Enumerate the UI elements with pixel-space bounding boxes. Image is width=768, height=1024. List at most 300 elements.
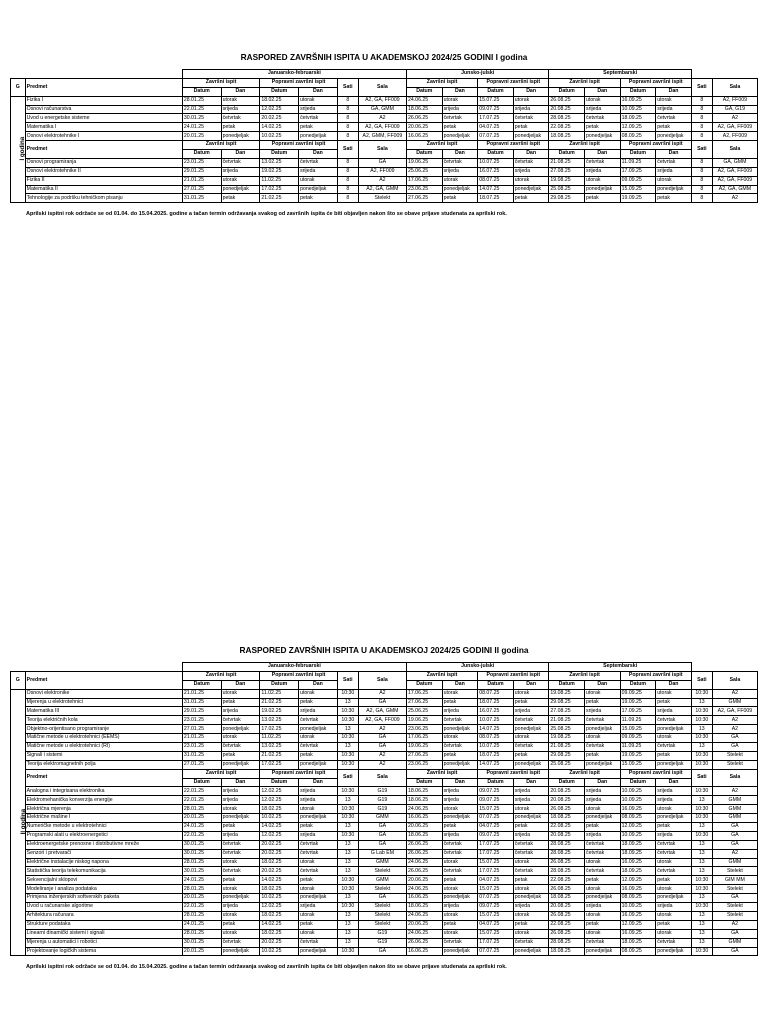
exam-hour: 13 (337, 840, 358, 849)
exam-date: 26.08.25 (549, 805, 585, 814)
day-subheader: Dan (656, 680, 692, 689)
exam-day: petak (585, 876, 621, 885)
exam-hour: 13 (691, 725, 712, 734)
exam-date: 16.07.25 (478, 167, 514, 176)
subject-row (11, 698, 758, 707)
header-spacer (11, 663, 183, 672)
exam-hour: 8 (337, 123, 358, 132)
exam-date: 17.02.25 (260, 725, 299, 734)
exam-date: 26.08.25 (549, 858, 585, 867)
exam-date: 20.02.25 (260, 840, 299, 849)
exam-date: 15.07.25 (478, 911, 514, 920)
exam-date: 29.08.25 (549, 751, 585, 760)
exam-date: 19.08.25 (549, 689, 585, 698)
subject-name: Matične metode u elektrotehnici (EEMS) (25, 734, 182, 743)
exam-hour: 8 (337, 194, 358, 203)
exam-day: petak (585, 920, 621, 929)
exam-date: 08.07.25 (478, 689, 514, 698)
subject-row (11, 903, 758, 912)
exam-date: 20.01.25 (182, 814, 221, 823)
exam-hour: 13 (337, 858, 358, 867)
subject-row (11, 885, 758, 894)
exam-room: G19 (358, 796, 406, 805)
exam-date: 17.06.25 (406, 734, 442, 743)
room-column-header: Sala (712, 671, 757, 689)
exam-hour: 8 (691, 158, 712, 167)
exam-hour: 10:30 (337, 831, 358, 840)
hours-column-header: Sati (337, 769, 358, 787)
exam-day: petak (221, 698, 260, 707)
final-exam-header: Završni ispit (549, 769, 620, 778)
day-subheader: Dan (513, 778, 549, 787)
exam-day: četvrtak (656, 716, 692, 725)
date-subheader: Datum (182, 87, 221, 96)
date-subheader: Datum (549, 87, 585, 96)
exam-date: 26.06.25 (406, 849, 442, 858)
exam-day: srijeda (585, 707, 621, 716)
day-subheader: Dan (513, 87, 549, 96)
exam-day: četvrtak (221, 849, 260, 858)
exam-day: ponedjeljak (299, 725, 338, 734)
subject-column-header: Predmet (25, 769, 182, 787)
exam-day: srijeda (221, 796, 260, 805)
exam-date: 20.06.25 (406, 123, 442, 132)
exam-day: četvrtak (299, 938, 338, 947)
exam-hour: 10:30 (337, 734, 358, 743)
exam-day: petak (442, 698, 478, 707)
exam-date: 26.06.25 (406, 840, 442, 849)
column-header-row (11, 78, 758, 87)
exam-date: 14.02.25 (260, 123, 299, 132)
exam-room: GA (358, 743, 406, 752)
exam-day: srijeda (656, 105, 692, 114)
exam-date: 18.08.25 (549, 894, 585, 903)
exam-day: petak (513, 751, 549, 760)
exam-day: četvrtak (656, 867, 692, 876)
exam-day: četvrtak (299, 158, 338, 167)
exam-day: petak (299, 698, 338, 707)
final-exam-header: Završni ispit (406, 671, 477, 680)
exam-day: utorak (442, 734, 478, 743)
exam-room: GA (358, 894, 406, 903)
exam-hour: 13 (337, 823, 358, 832)
exam-date: 19.06.25 (406, 743, 442, 752)
exam-date: 19.09.25 (620, 698, 656, 707)
exam-date: 28.08.25 (549, 867, 585, 876)
subject-name: Matematika I (25, 123, 182, 132)
exam-date: 23.06.25 (406, 725, 442, 734)
exam-room: G19 (358, 938, 406, 947)
exam-day: utorak (442, 911, 478, 920)
exam-date: 08.09.25 (620, 132, 656, 141)
subject-row (11, 796, 758, 805)
exam-date: 26.08.25 (549, 911, 585, 920)
exam-hour: 10:30 (691, 751, 712, 760)
exam-date: 17.02.25 (260, 185, 299, 194)
exam-hour: 10:30 (337, 947, 358, 956)
exam-day: petak (221, 751, 260, 760)
exam-day: srijeda (513, 707, 549, 716)
exam-hour: 13 (691, 796, 712, 805)
exam-day: petak (513, 698, 549, 707)
exam-hour: 13 (691, 938, 712, 947)
exam-room: A2, GMM, FF009 (358, 132, 406, 141)
exam-day: ponedjeljak (442, 185, 478, 194)
exam-hour: 8 (337, 158, 358, 167)
exam-room: A2, GA, FF009 (712, 123, 757, 132)
exam-hour: 13 (337, 743, 358, 752)
final-exam-header: Završni ispit (406, 78, 477, 87)
subject-row (11, 920, 758, 929)
exam-date: 19.06.25 (406, 158, 442, 167)
exam-date: 19.02.25 (260, 707, 299, 716)
final-exam-header: Završni ispit (549, 671, 620, 680)
exam-day: utorak (656, 805, 692, 814)
exam-date: 17.02.25 (260, 760, 299, 769)
makeup-exam-header: Popravni završni ispit (620, 671, 691, 680)
exam-date: 17.07.25 (478, 849, 514, 858)
exam-date: 18.02.25 (260, 805, 299, 814)
subject-row (11, 176, 758, 185)
day-subheader: Dan (442, 778, 478, 787)
exam-room: A2 (712, 725, 757, 734)
exam-day: srijeda (221, 831, 260, 840)
exam-room: A2 (358, 689, 406, 698)
exam-hour: 8 (691, 185, 712, 194)
exam-day: četvrtak (585, 849, 621, 858)
exam-room: A2 (358, 760, 406, 769)
exam-room: GMM (712, 938, 757, 947)
exam-day: srijeda (513, 167, 549, 176)
date-subheader: Datum (182, 680, 221, 689)
exam-room: GA (712, 734, 757, 743)
exam-hour: 13 (691, 867, 712, 876)
exam-day: ponedjeljak (299, 132, 338, 141)
exam-day: četvrtak (513, 840, 549, 849)
exam-date: 17.06.25 (406, 689, 442, 698)
exam-day: petak (442, 876, 478, 885)
exam-day: utorak (442, 858, 478, 867)
exam-day: četvrtak (656, 114, 692, 123)
exam-date: 04.07.25 (478, 920, 514, 929)
exam-day: ponedjeljak (656, 725, 692, 734)
exam-room: GMM (712, 698, 757, 707)
exam-date: 12.02.25 (260, 903, 299, 912)
exam-day: četvrtak (585, 867, 621, 876)
exam-day: petak (221, 920, 260, 929)
exam-day: srijeda (585, 903, 621, 912)
exam-room: A2, GA, GMM (358, 185, 406, 194)
day-subheader: Dan (299, 87, 338, 96)
exam-day: ponedjeljak (585, 894, 621, 903)
exam-hour: 10:30 (337, 903, 358, 912)
subject-row (11, 132, 758, 141)
subject-name: Signali i sistemi (25, 751, 182, 760)
exam-day: utorak (221, 96, 260, 105)
exam-schedule-table (10, 662, 758, 956)
exam-date: 20.06.25 (406, 920, 442, 929)
exam-date: 25.06.25 (406, 707, 442, 716)
exam-day: utorak (221, 929, 260, 938)
exam-date: 23.01.25 (182, 743, 221, 752)
exam-date: 27.01.25 (182, 725, 221, 734)
exam-date: 11.02.25 (260, 689, 299, 698)
exam-room: A2, GA, FF009 (358, 123, 406, 132)
exam-day: utorak (585, 858, 621, 867)
subject-name: Tehnologije za podršku tehničkom pisanju (25, 194, 182, 203)
subject-row (11, 194, 758, 203)
exam-date: 23.01.25 (182, 716, 221, 725)
exam-date: 26.06.25 (406, 938, 442, 947)
exam-room: Stelekt (712, 867, 757, 876)
exam-room: GMM (712, 805, 757, 814)
exam-hour: 13 (337, 938, 358, 947)
exam-day: četvrtak (299, 743, 338, 752)
room-column-header: Sala (712, 769, 757, 787)
exam-day: srijeda (585, 105, 621, 114)
april-term-note: Aprilski ispitni rok održaće se od 01.04. do 15.04.2025. godine a tačan termin održavanja svakog od završnih ispita će biti objavljen nakon što se obave prijave studenata za aprilski rok. (26, 964, 507, 971)
exam-hour: 13 (337, 796, 358, 805)
exam-day: ponedjeljak (656, 185, 692, 194)
g-column-header: G (11, 671, 26, 689)
exam-date: 14.02.25 (260, 920, 299, 929)
exam-date: 18.08.25 (549, 947, 585, 956)
exam-date: 09.07.25 (478, 787, 514, 796)
exam-date: 10.09.25 (620, 796, 656, 805)
exam-date: 18.07.25 (478, 751, 514, 760)
exam-day: utorak (513, 96, 549, 105)
exam-date: 22.08.25 (549, 123, 585, 132)
exam-day: petak (656, 698, 692, 707)
exam-date: 18.06.25 (406, 831, 442, 840)
exam-date: 12.02.25 (260, 787, 299, 796)
exam-date: 09.07.25 (478, 831, 514, 840)
exam-hour: 13 (691, 823, 712, 832)
exam-date: 18.06.25 (406, 796, 442, 805)
exam-day: utorak (656, 734, 692, 743)
exam-day: četvrtak (221, 158, 260, 167)
subject-row (11, 938, 758, 947)
final-exam-header: Završni ispit (406, 769, 477, 778)
exam-day: utorak (299, 96, 338, 105)
date-subheader: Datum (549, 778, 585, 787)
subject-row (11, 114, 758, 123)
exam-date: 18.08.25 (549, 132, 585, 141)
exam-room: GIM MM (712, 876, 757, 885)
exam-day: ponedjeljak (513, 185, 549, 194)
exam-date: 21.01.25 (182, 734, 221, 743)
exam-day: četvrtak (656, 849, 692, 858)
exam-date: 29.08.25 (549, 698, 585, 707)
subject-name: Objektno-orijentisano programiranje (25, 725, 182, 734)
exam-date: 20.06.25 (406, 876, 442, 885)
exam-date: 29.01.25 (182, 167, 221, 176)
exam-date: 18.02.25 (260, 885, 299, 894)
exam-hour: 13 (337, 911, 358, 920)
exam-day: ponedjeljak (585, 814, 621, 823)
exam-day: ponedjeljak (513, 894, 549, 903)
exam-day: srijeda (656, 707, 692, 716)
makeup-exam-header: Popravni završni ispit (478, 671, 549, 680)
exam-day: srijeda (585, 787, 621, 796)
exam-day: utorak (585, 689, 621, 698)
exam-date: 09.07.25 (478, 796, 514, 805)
exam-day: utorak (656, 885, 692, 894)
exam-day: utorak (513, 689, 549, 698)
exam-room: GA (358, 947, 406, 956)
exam-day: utorak (585, 96, 621, 105)
date-subheader: Datum (478, 87, 514, 96)
day-subheader: Dan (656, 150, 692, 159)
exam-date: 17.07.25 (478, 867, 514, 876)
exam-date: 09.07.25 (478, 105, 514, 114)
exam-date: 24.06.25 (406, 911, 442, 920)
exam-date: 10.07.25 (478, 743, 514, 752)
exam-day: četvrtak (656, 938, 692, 947)
exam-date: 22.01.25 (182, 787, 221, 796)
exam-day: ponedjeljak (513, 947, 549, 956)
exam-hour: 10:30 (337, 787, 358, 796)
exam-day: utorak (442, 176, 478, 185)
day-subheader: Dan (442, 680, 478, 689)
subject-name: Strukture podataka (25, 920, 182, 929)
exam-day: petak (656, 823, 692, 832)
subject-name: Osnovi elektrotehnike II (25, 167, 182, 176)
subject-row (11, 760, 758, 769)
exam-day: četvrtak (221, 114, 260, 123)
exam-day: srijeda (513, 903, 549, 912)
makeup-exam-header: Popravni završni ispit (620, 78, 691, 87)
exam-hour: 13 (691, 858, 712, 867)
exam-day: utorak (221, 885, 260, 894)
exam-date: 22.01.25 (182, 831, 221, 840)
subject-name: Analogna i integrisana elektronika (25, 787, 182, 796)
exam-room: A2, GA, GMM (712, 185, 757, 194)
exam-date: 13.02.25 (260, 743, 299, 752)
subject-name: Senzori i pretvarači (25, 849, 182, 858)
exam-day: četvrtak (442, 840, 478, 849)
exam-room: GA, G19 (712, 105, 757, 114)
exam-day: ponedjeljak (221, 132, 260, 141)
final-exam-header: Završni ispit (549, 78, 620, 87)
subject-column-header: Predmet (25, 141, 182, 159)
exam-room: A2 (712, 716, 757, 725)
exam-day: utorak (656, 176, 692, 185)
exam-date: 19.08.25 (549, 734, 585, 743)
exam-day: srijeda (299, 903, 338, 912)
exam-hour: 13 (337, 894, 358, 903)
exam-day: četvrtak (656, 158, 692, 167)
exam-hour: 10:30 (691, 814, 712, 823)
exam-date: 24.06.25 (406, 805, 442, 814)
exam-date: 21.01.25 (182, 176, 221, 185)
exam-date: 15.07.25 (478, 885, 514, 894)
date-subheader: Datum (620, 150, 656, 159)
exam-hour: 13 (337, 867, 358, 876)
final-exam-header: Završni ispit (182, 671, 260, 680)
exam-day: srijeda (442, 105, 478, 114)
subject-row (11, 929, 758, 938)
subject-row (11, 743, 758, 752)
subject-name: Električna mjerenja (25, 805, 182, 814)
exam-day: utorak (442, 96, 478, 105)
exam-room: Stelekt (358, 885, 406, 894)
exam-hour: 10:30 (337, 885, 358, 894)
exam-day: ponedjeljak (585, 185, 621, 194)
subject-name: Teorija električnih kola (25, 716, 182, 725)
exam-hour: 8 (691, 123, 712, 132)
day-subheader: Dan (585, 778, 621, 787)
final-exam-header: Završni ispit (182, 769, 260, 778)
exam-date: 28.08.25 (549, 849, 585, 858)
exam-date: 24.01.25 (182, 123, 221, 132)
exam-date: 17.07.25 (478, 114, 514, 123)
day-subheader: Dan (513, 680, 549, 689)
makeup-exam-header: Popravni završni ispit (478, 769, 549, 778)
exam-room: A2 (358, 751, 406, 760)
exam-day: utorak (513, 805, 549, 814)
date-subheader: Datum (620, 87, 656, 96)
exam-day: četvrtak (656, 840, 692, 849)
exam-day: četvrtak (299, 114, 338, 123)
exam-day: srijeda (656, 831, 692, 840)
date-subheader: Datum (406, 150, 442, 159)
date-subheader: Datum (260, 778, 299, 787)
day-subheader: Dan (299, 680, 338, 689)
subject-row (11, 849, 758, 858)
exam-day: srijeda (656, 787, 692, 796)
exam-day: ponedjeljak (299, 185, 338, 194)
exam-date: 28.01.25 (182, 858, 221, 867)
date-subheader: Datum (182, 778, 221, 787)
exam-date: 14.07.25 (478, 760, 514, 769)
exam-day: utorak (299, 885, 338, 894)
exam-hour: 10:30 (337, 760, 358, 769)
header-spacer (11, 70, 183, 79)
exam-date: 17.07.25 (478, 840, 514, 849)
exam-hour: 10:30 (691, 787, 712, 796)
exam-date: 18.07.25 (478, 194, 514, 203)
exam-date: 21.02.25 (260, 698, 299, 707)
subject-row (11, 787, 758, 796)
exam-day: utorak (221, 734, 260, 743)
exam-day: petak (442, 123, 478, 132)
subject-name: Numeričke metode u elektrotehnici (25, 823, 182, 832)
exam-room: Stelekt (712, 760, 757, 769)
exam-date: 08.07.25 (478, 176, 514, 185)
exam-date: 23.06.25 (406, 760, 442, 769)
subject-name: Fizika I (25, 96, 182, 105)
exam-date: 09.09.25 (620, 176, 656, 185)
exam-hour: 10:30 (691, 716, 712, 725)
exam-room: GMM (358, 858, 406, 867)
exam-date: 31.01.25 (182, 698, 221, 707)
exam-date: 15.09.25 (620, 725, 656, 734)
exam-date: 10.09.25 (620, 903, 656, 912)
exam-day: ponedjeljak (442, 894, 478, 903)
exam-day: ponedjeljak (513, 725, 549, 734)
exam-date: 20.08.25 (549, 796, 585, 805)
exam-day: petak (299, 751, 338, 760)
exam-hour: 8 (691, 194, 712, 203)
exam-date: 07.07.25 (478, 894, 514, 903)
exam-date: 31.01.25 (182, 194, 221, 203)
exam-date: 27.06.25 (406, 194, 442, 203)
exam-date: 12.02.25 (260, 796, 299, 805)
exam-day: ponedjeljak (442, 760, 478, 769)
exam-date: 19.08.25 (549, 176, 585, 185)
subject-row (11, 831, 758, 840)
